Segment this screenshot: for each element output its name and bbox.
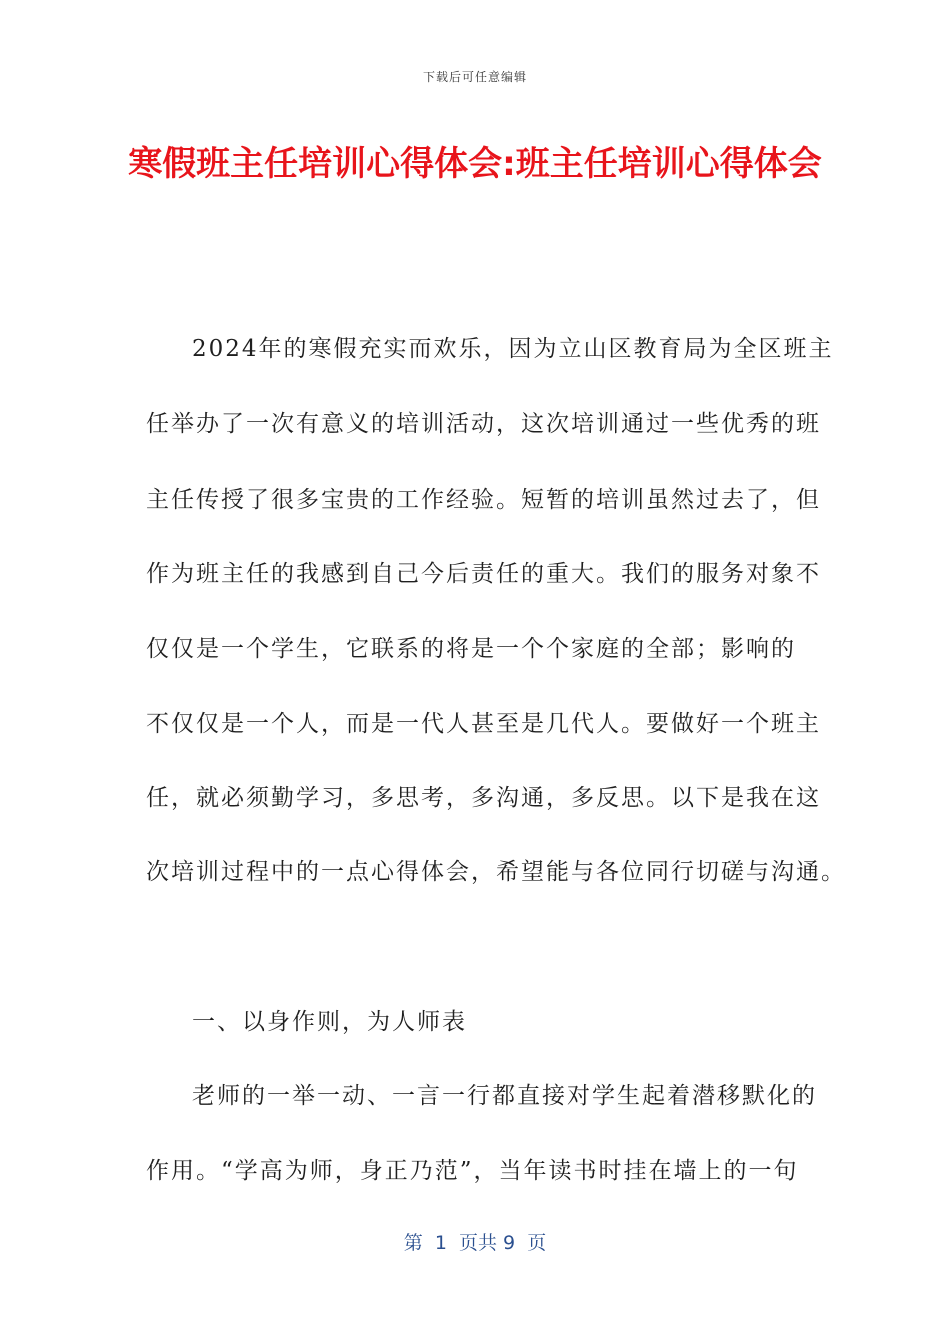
paragraph-line: 作用。“学高为师，身正乃范”，当年读书时挂在墙上的一句	[146, 1158, 799, 1184]
document-title: 寒假班主任培训心得体会:班主任培训心得体会	[128, 144, 822, 184]
paragraph-line: 作为班主任的我感到自己今后责任的重大。我们的服务对象不	[146, 561, 821, 587]
header-note: 下载后可任意编辑	[422, 70, 527, 84]
paragraph-line: 主任传授了很多宝贵的工作经验。短暂的培训虽然过去了，但	[146, 487, 821, 513]
page-number-footer: 第 1 页共 9 页	[403, 1232, 547, 1254]
paragraph-line: 不仅仅是一个人，而是一代人甚至是几代人。要做好一个班主	[146, 711, 821, 737]
paragraph-line: 次培训过程中的一点心得体会，希望能与各位同行切磋与沟通。	[146, 859, 846, 885]
paragraph-line: 任举办了一次有意义的培训活动，这次培训通过一些优秀的班	[146, 411, 821, 437]
section-heading: 一、以身作则，为人师表	[192, 1009, 467, 1035]
paragraph-line: 老师的一举一动、一言一行都直接对学生起着潜移默化的	[192, 1083, 817, 1109]
paragraph-line: 2024年的寒假充实而欢乐，因为立山区教育局为全区班主	[192, 336, 834, 362]
paragraph-line: 仅仅是一个学生，它联系的将是一个个家庭的全部；影响的	[146, 636, 796, 662]
paragraph-line: 任，就必须勤学习，多思考，多沟通，多反思。以下是我在这	[146, 785, 821, 811]
